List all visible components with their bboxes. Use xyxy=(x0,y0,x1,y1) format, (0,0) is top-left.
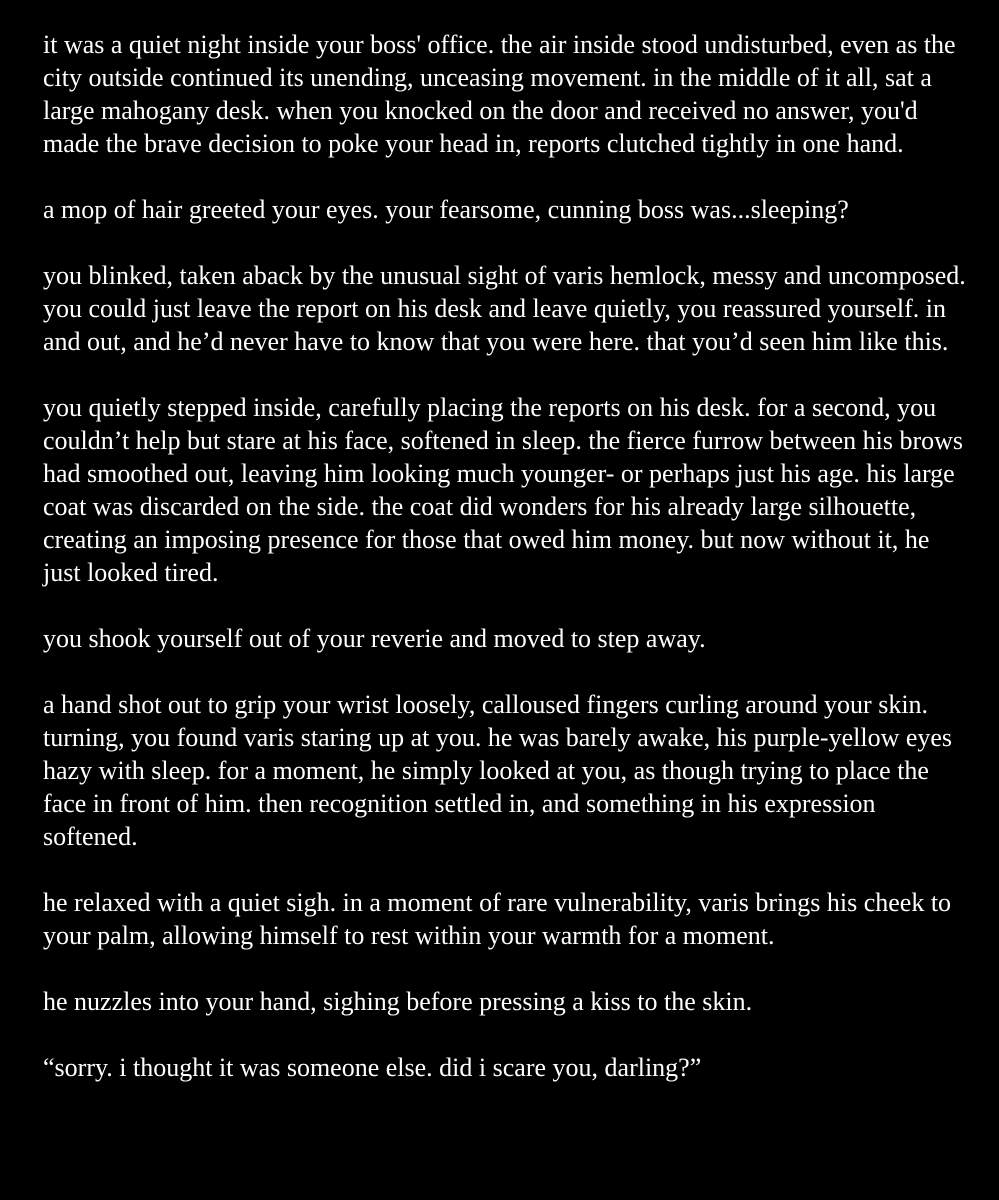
paragraph-1: it was a quiet night inside your boss' office. the air inside stood undisturbed, even as the city outside continued its unending, unceasing movement. in the middle of it all, sat a large mahogany desk. when you knocked on the door and received no answer, you'd made the brave decision to poke your head in, reports clutched tightly in one hand. xyxy=(43,30,956,158)
paragraph-2: a mop of hair greeted your eyes. your fearsome, cunning boss was...sleeping? xyxy=(43,195,849,224)
paragraph-9: “sorry. i thought it was someone else. did i scare you, darling?” xyxy=(43,1053,702,1082)
story-text xyxy=(43,28,973,1117)
paragraph-6: a hand shot out to grip your wrist loosely, calloused fingers curling around your skin. turning, you found varis staring up at you. he was barely awake, his purple-yellow eyes hazy with sleep. for a moment, he simply looked at you, as though trying to place the face in front of him. then recognition settled in, and something in his expression softened. xyxy=(43,690,953,851)
paragraph-5: you shook yourself out of your reverie and moved to step away. xyxy=(43,624,706,653)
paragraph-7: he relaxed with a quiet sigh. in a moment of rare vulnerability, varis brings his cheek to your palm, allowing himself to rest within your warmth for a moment. xyxy=(43,888,952,950)
paragraph-8: he nuzzles into your hand, sighing before pressing a kiss to the skin. xyxy=(43,987,753,1016)
paragraph-4: you quietly stepped inside, carefully placing the reports on his desk. for a second, you couldn’t help but stare at his face, softened in sleep. the fierce furrow between his brows had smoothed out, leaving him looking much younger- or perhaps just his age. his large coat was discarded on the side. the coat did wonders for his already large silhouette, creating an imposing presence for those that owed him money. but now without it, he just looked tired. xyxy=(43,393,964,587)
paragraph-3: you blinked, taken aback by the unusual sight of varis hemlock, messy and uncomposed. you could just leave the report on his desk and leave quietly, you reassured yourself. in and out, and he’d never have to know that you were here. that you’d seen him like this. xyxy=(43,261,966,356)
